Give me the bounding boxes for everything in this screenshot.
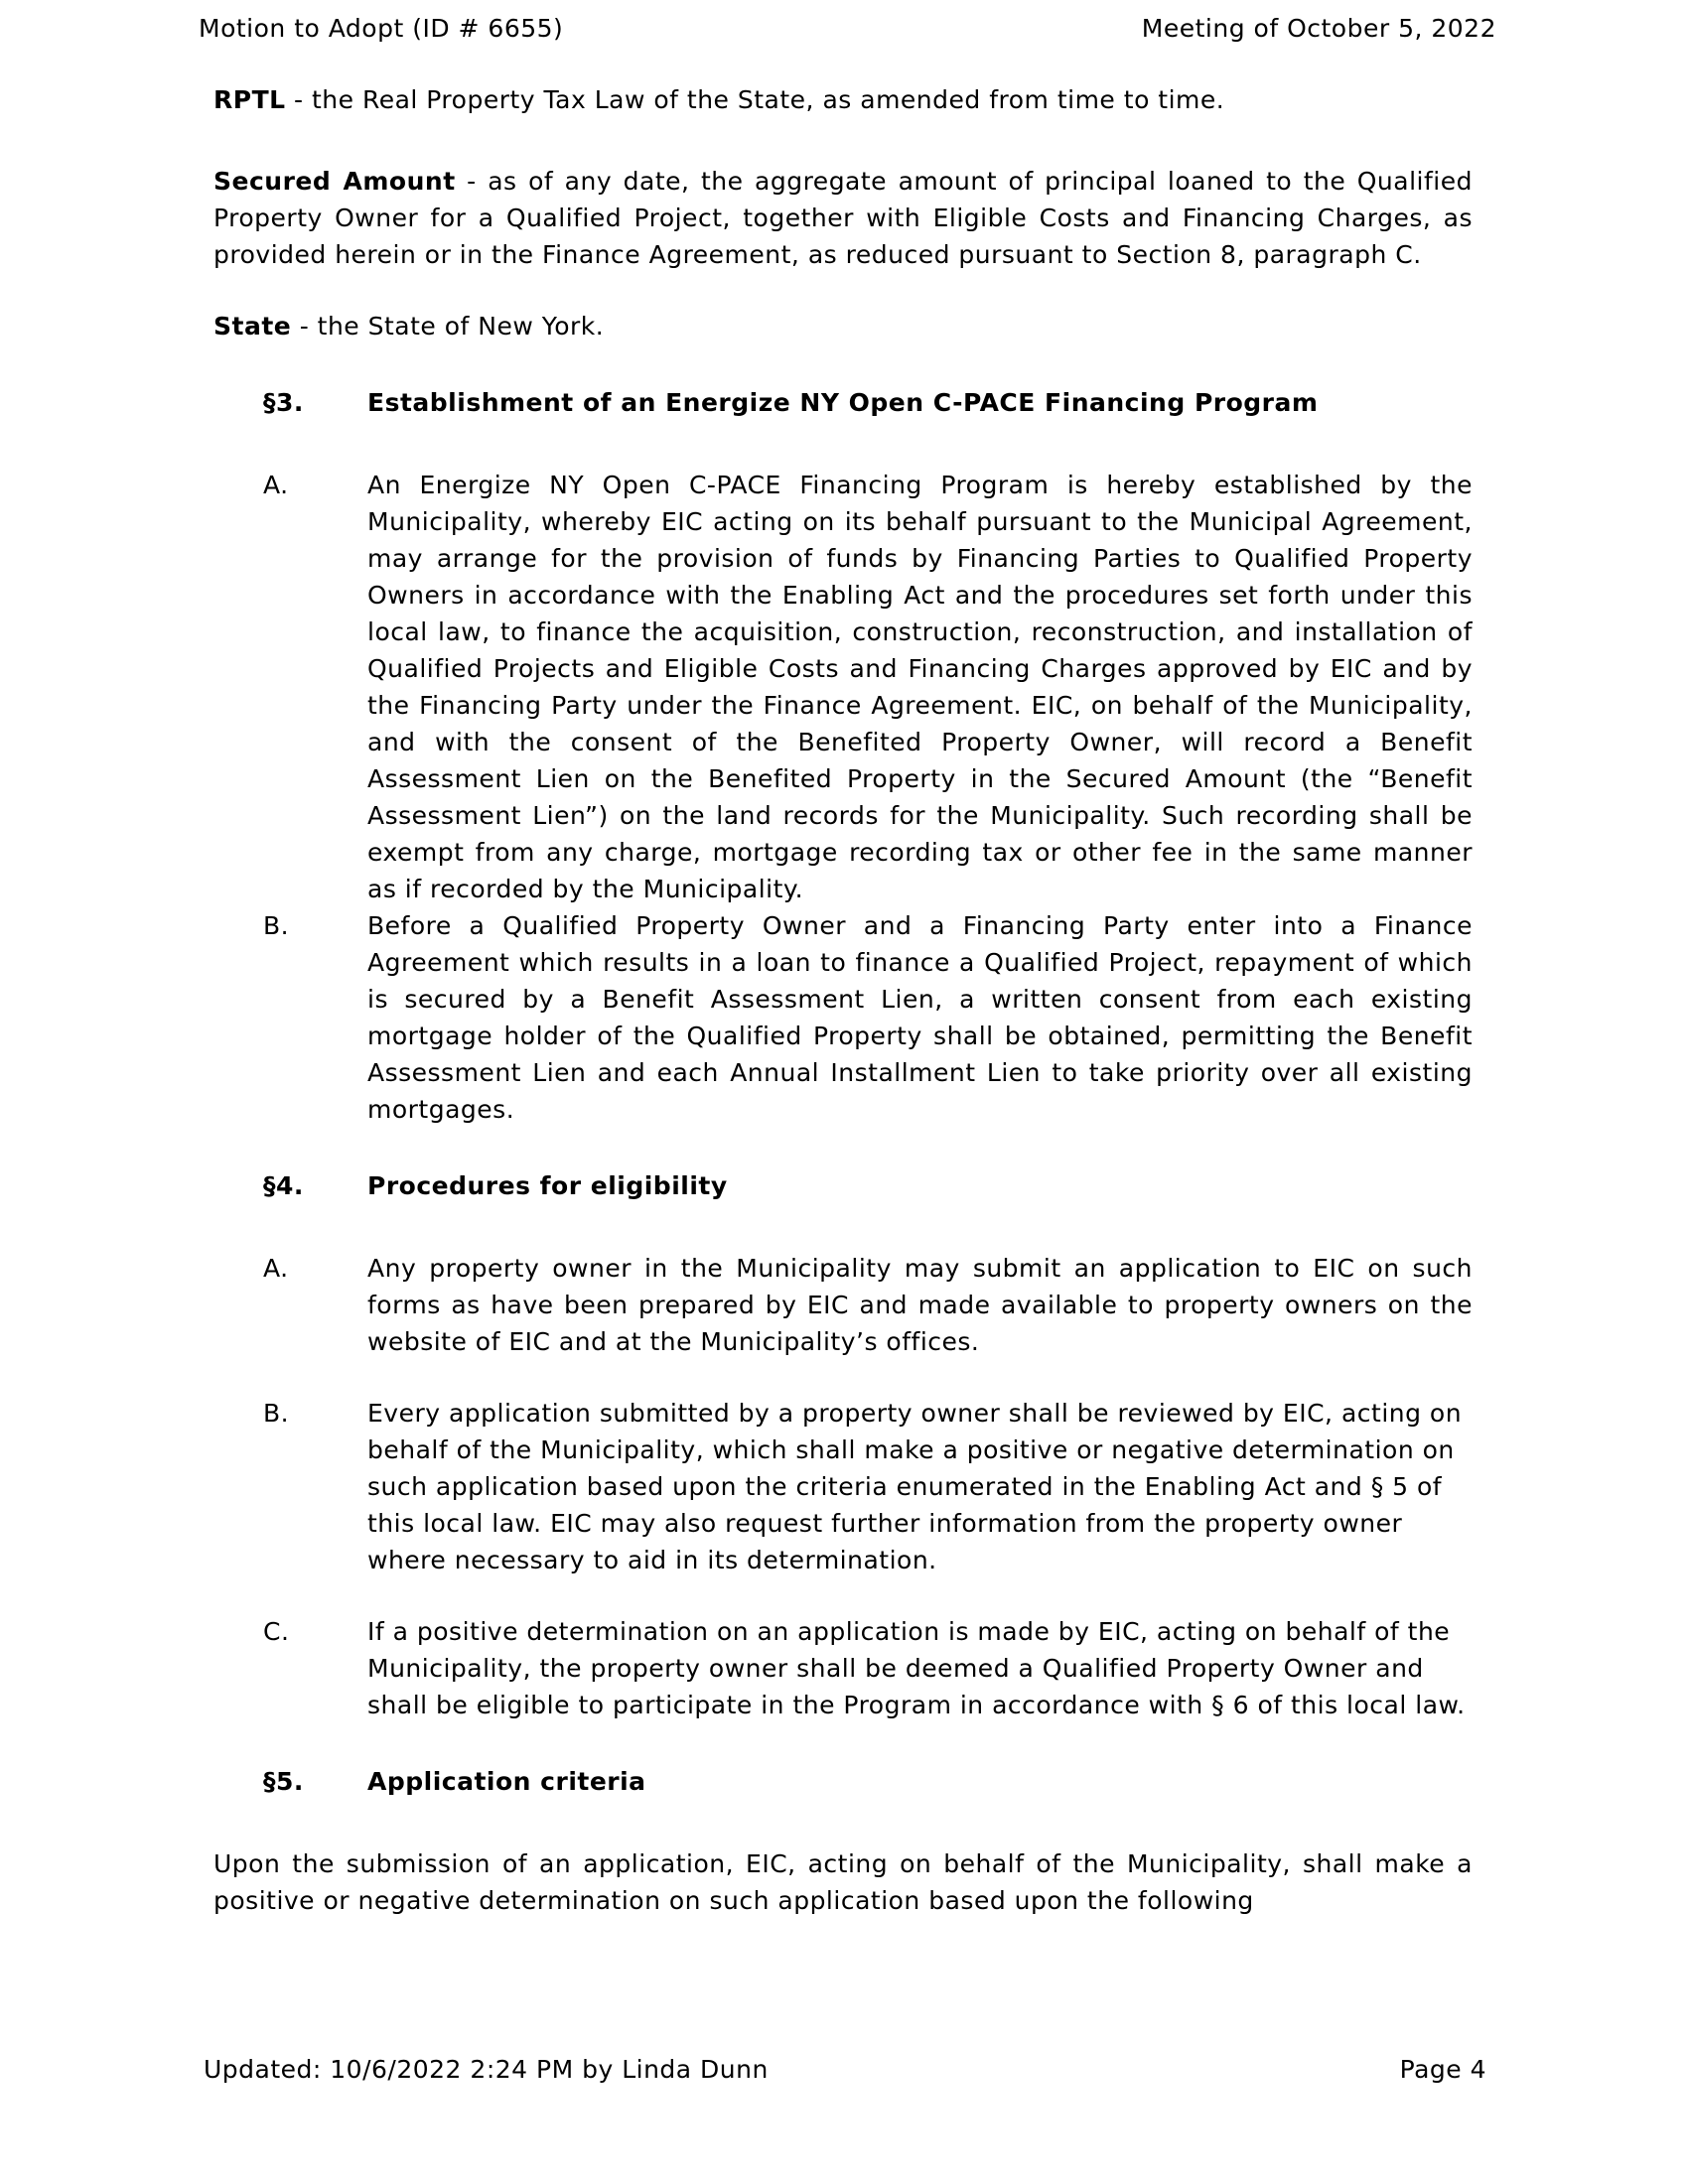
- page-header: [199, 10, 1496, 47]
- item-text: An Energize NY Open C-PACE Financing Program is hereby established by the Municipality, whereby EIC acting on its behalf pursuant to the Municipal Agreement, may arrange for the provision of funds by Financing Parties to Qualified Property Owners in accordance with the Enabling Act and the procedures set forth under this local law, to finance the acquisition, construction, reconstruction, and installation of Qualified Projects and Eligible Costs and Financing Charges approved by EIC and by the Financing Party under the Finance Agreement. EIC, on behalf of the Municipality, and with the consent of the Benefited Property Owner, will record a Benefit Assessment Lien on the Benefited Property in the Secured Amount (the “Benefit Assessment Lien”) on the land records for the Municipality. Such recording shall be exempt from any charge, mortgage recording tax or other fee in the same manner as if recorded by the Municipality.: [367, 471, 1473, 903]
- section-4-item-c: [263, 1613, 1473, 1723]
- section-4-heading: [263, 1167, 1473, 1204]
- item-text: Any property owner in the Municipality may submit an application to EIC on such forms as have been prepared by EIC and made available to property owners on the website of EIC and at the Municipality’s offices.: [367, 1254, 1473, 1356]
- section-5-intro-paragraph: Upon the submission of an application, EIC, acting on behalf of the Municipality, shall make a positive or negative determination on such application based upon the following: [213, 1849, 1473, 1915]
- definition-term: State: [213, 312, 292, 341]
- section-title: Establishment of an Energize NY Open C-PACE Financing Program: [367, 388, 1319, 417]
- section-number: §4.: [263, 1171, 304, 1200]
- header-meeting-date: Meeting of October 5, 2022: [1141, 14, 1496, 43]
- section-3-item-b: [263, 907, 1473, 1128]
- section-3-heading: [263, 384, 1473, 421]
- definition-rptl: [213, 81, 1473, 118]
- definition-text: - as of any date, the aggregate amount of principal loaned to the Qualified Property Owner for a Qualified Project, together with Eligible Costs and Financing Charges, as provided herein or in the Finance Agreement, as reduced pursuant to Section 8, paragraph C.: [213, 167, 1473, 269]
- section-5-heading: [263, 1763, 1473, 1800]
- section-number: §3.: [263, 388, 304, 417]
- header-document-title: Motion to Adopt (ID # 6655): [199, 14, 564, 43]
- item-text: Before a Qualified Property Owner and a Financing Party enter into a Finance Agreement which results in a loan to finance a Qualified Project, repayment of which is secured by a Benefit Assessment Lien, a written consent from each existing mortgage holder of the Qualified Property shall be obtained, permitting the Benefit Assessment Lien and each Annual Installment Lien to take priority over all existing mortgages.: [367, 911, 1473, 1124]
- definition-state: [213, 308, 1473, 344]
- item-text: Every application submitted by a property owner shall be reviewed by EIC, acting on behalf of the Municipality, which shall make a positive or negative determination on such application based upon the criteria enumerated in the Enabling Act and § 5 of this local law. EIC may also request further information from the property owner where necessary to aid in its determination.: [367, 1399, 1463, 1574]
- section-title: Procedures for eligibility: [367, 1171, 728, 1200]
- item-label: C.: [263, 1617, 290, 1646]
- definition-term: Secured Amount: [213, 167, 456, 196]
- item-label: A.: [263, 471, 289, 499]
- item-label: B.: [263, 1399, 290, 1428]
- section-number: §5.: [263, 1767, 304, 1796]
- definition-text: - the Real Property Tax Law of the State, as amended from time to time.: [294, 85, 1225, 114]
- definition-secured-amount: [213, 163, 1473, 273]
- definition-term: RPTL: [213, 85, 286, 114]
- page-footer: [204, 2051, 1486, 2088]
- document-body: [213, 81, 1473, 1919]
- item-text: If a positive determination on an application is made by EIC, acting on behalf of the Municipality, the property owner shall be deemed a Qualified Property Owner and shall be eligible to participate in the Program in accordance with § 6 of this local law.: [367, 1617, 1466, 1719]
- footer-updated-info: Updated: 10/6/2022 2:24 PM by Linda Dunn: [204, 2055, 769, 2084]
- definition-text: - the State of New York.: [299, 312, 605, 341]
- section-3-item-a: [263, 467, 1473, 907]
- section-4-item-a: [263, 1250, 1473, 1360]
- footer-page-number: Page 4: [1399, 2055, 1486, 2084]
- section-title: Application criteria: [367, 1767, 646, 1796]
- section-4-item-b: [263, 1395, 1473, 1578]
- item-label: B.: [263, 911, 290, 940]
- item-label: A.: [263, 1254, 289, 1283]
